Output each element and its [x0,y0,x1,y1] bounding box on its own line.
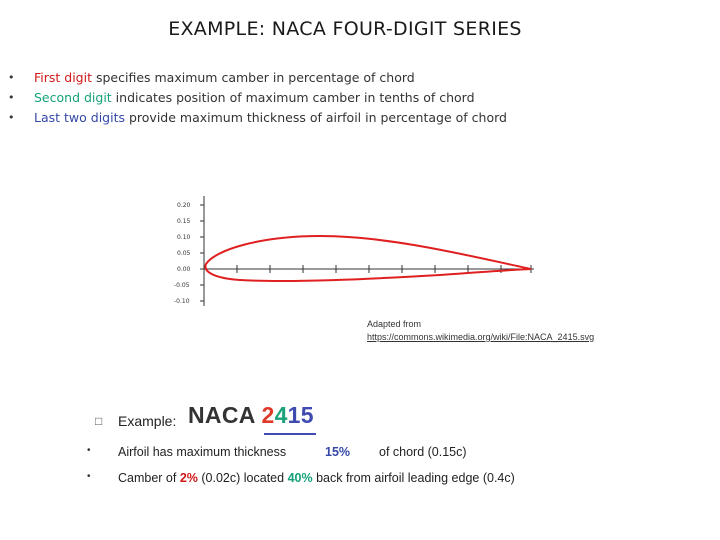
digit-rules-list [8,68,708,128]
airfoil-plot [170,192,550,314]
y-tick-label: 0.00 [177,266,191,273]
bullet-second-digit [8,88,708,108]
naca-digits-thickness: 15 [287,402,314,428]
y-tick-label: 0.05 [177,250,191,257]
y-tick-label: 0.10 [177,234,191,241]
image-credit [367,318,594,344]
checkbox-bullet-icon: □ [95,414,103,428]
bullet-first-digit [8,68,708,88]
y-tick-label: 0.20 [177,202,191,209]
naca-designation [188,402,314,429]
camber-line [87,471,515,485]
bullet-last-two-digits [8,108,708,128]
slide-title: EXAMPLE: NACA FOUR-DIGIT SERIES [168,18,522,40]
highlight-first-digit: First digit [34,70,92,85]
thickness-text: Airfoil has maximum thickness [118,445,287,459]
airfoil-figure [170,192,550,319]
bullet-dot: • [8,71,15,84]
highlight-second-digit: Second digit [34,90,112,105]
credit-label: Adapted from [367,319,422,329]
y-tick-label: -0.05 [174,282,190,289]
camber-position-value: 40% [287,471,313,485]
camber-text-2: (0.02c) located [197,471,288,485]
camber-text-3: back from airfoil leading edge (0.4c) [312,471,515,485]
camber-text-1: Camber of [118,471,180,485]
airfoil-outline [205,236,531,281]
naca-prefix: NACA [188,402,262,428]
thickness-line [87,445,287,459]
credit-link[interactable]: https://commons.wikimedia.org/wiki/File:NACA_2415.svg [367,332,595,342]
naca-digits-underline [264,433,316,435]
bullet-dot: • [87,445,91,456]
text-last-two-digits: provide maximum thickness of airfoil in percentage of chord [125,110,507,125]
text-first-digit: specifies maximum camber in percentage of chord [92,70,415,85]
text-second-digit: indicates position of maximum camber in tenths of chord [111,90,475,105]
thickness-value: 15% [325,445,351,459]
example-label: Example: [118,413,177,429]
naca-digit-camber: 2 [261,402,275,428]
naca-digit-position: 4 [274,402,288,428]
bullet-dot: • [87,471,91,482]
highlight-last-two-digits: Last two digits [34,110,125,125]
thickness-suffix: of chord (0.15c) [379,445,467,459]
bullet-dot: • [8,91,15,104]
y-tick-label: 0.15 [177,218,191,225]
bullet-dot: • [8,111,15,124]
y-tick-label: -0.10 [174,298,190,305]
camber-value: 2% [179,471,198,485]
